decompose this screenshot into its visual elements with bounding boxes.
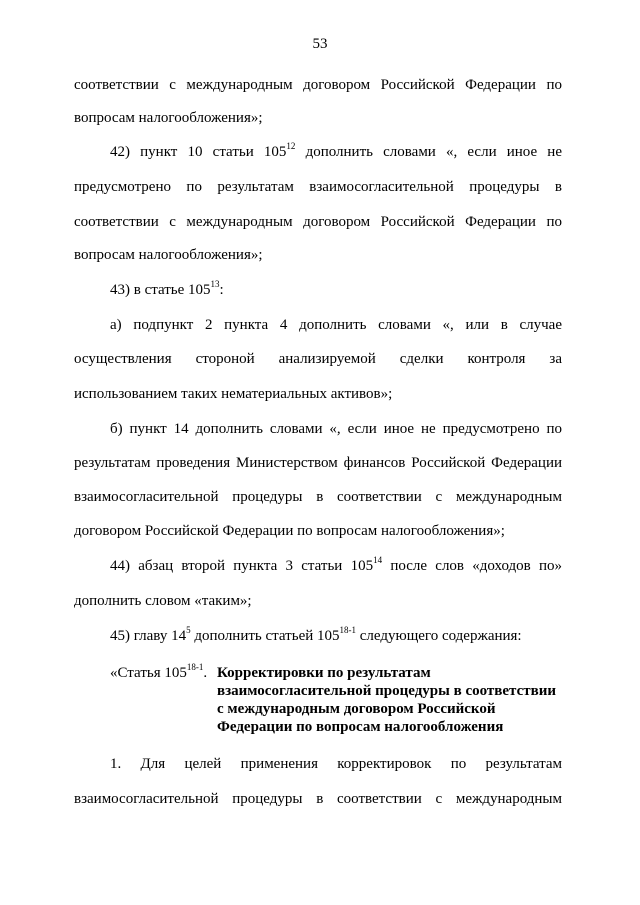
text-line: предусмотрено по результатам взаимосогласительной процедуры в xyxy=(74,179,562,195)
text-fragment: после слов «доходов по» xyxy=(382,558,562,574)
superscript: 5 xyxy=(186,625,191,635)
text-fragment: дополнить словами «, если иное не xyxy=(295,144,562,160)
text-line: 1. Для целей применения корректировок по результатам xyxy=(110,756,562,772)
text-fragment: «Статья 105 xyxy=(110,665,187,681)
text-line xyxy=(110,627,562,645)
text-line: а) подпункт 2 пункта 4 дополнить словами «, или в случае xyxy=(110,317,562,333)
text-line: б) пункт 14 дополнить словами «, если иное не предусмотрено по xyxy=(110,421,562,437)
text-line: соответствии с международным договором Российской Федерации по xyxy=(74,77,562,93)
text-line xyxy=(110,557,562,575)
text-line: дополнить словом «таким»; xyxy=(74,593,252,609)
text-line: взаимосогласительной процедуры в соответствии с международным xyxy=(74,791,562,807)
superscript: 14 xyxy=(373,555,383,565)
text-line: взаимосогласительной процедуры в соответствии с международным xyxy=(74,489,562,505)
text-line: вопросам налогообложения»; xyxy=(74,247,263,263)
text-line: соответствии с международным договором Российской Федерации по xyxy=(74,214,562,230)
text-fragment: дополнить статьей 105 xyxy=(190,628,340,644)
text-line: использованием таких нематериальных активов»; xyxy=(74,386,393,402)
text-line xyxy=(110,281,562,299)
article-title-line: с международным договором Российской xyxy=(217,701,496,717)
superscript: 18-1 xyxy=(186,662,204,672)
superscript: 13 xyxy=(210,279,220,289)
article-title xyxy=(217,664,563,736)
article-title-line: взаимосогласительной процедуры в соответствии xyxy=(217,683,557,699)
text-fragment: : xyxy=(219,282,224,298)
article-title-line: Федерации по вопросам налогообложения xyxy=(217,719,504,735)
superscript: 18-1 xyxy=(339,625,357,635)
superscript: 12 xyxy=(286,141,296,151)
text-fragment: 44) абзац второй пункта 3 статьи 105 xyxy=(110,558,374,574)
text-line xyxy=(110,143,562,161)
text-line: осуществления стороной анализируемой сделки контроля за xyxy=(74,351,562,367)
text-line: результатам проведения Министерством финансов Российской Федерации xyxy=(74,455,562,471)
text-line: вопросам налогообложения»; xyxy=(74,110,263,126)
text-fragment: 45) главу 14 xyxy=(110,628,187,644)
article-title-line: Корректировки по результатам xyxy=(217,665,431,681)
text-fragment: 42) пункт 10 статьи 105 xyxy=(110,144,287,160)
text-fragment: . xyxy=(203,665,208,681)
text-fragment: 43) в статье 105 xyxy=(110,282,211,298)
text-fragment: следующего содержания: xyxy=(356,628,522,644)
article-heading-label xyxy=(110,664,207,682)
text-line: договором Российской Федерации по вопросам налогообложения»; xyxy=(74,523,505,539)
page-number: 53 xyxy=(312,36,328,52)
